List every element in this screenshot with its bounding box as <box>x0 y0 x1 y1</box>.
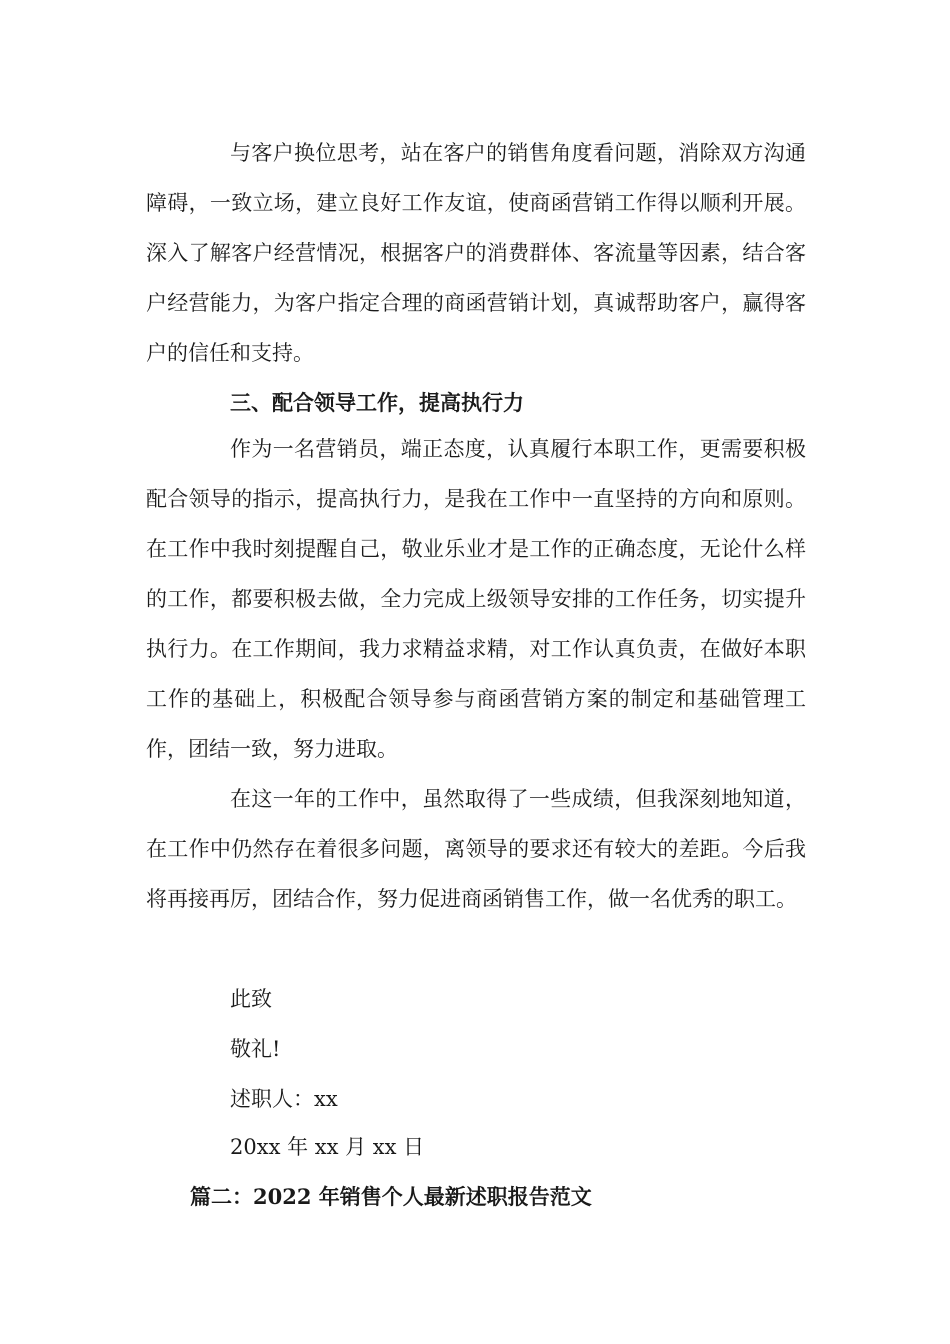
closing-respect: 敬礼! <box>230 1037 281 1061</box>
closing-reporter: 述职人：xx <box>230 1087 338 1111</box>
next-section-title: 篇二：2022 年销售个人最新述职报告范文 <box>190 1184 592 1209</box>
paragraph-execution: 作为一名营销员，端正态度，认真履行本职工作，更需要积极配合领导的指示，提高执行力，是我在工作中一直坚持的方向和原则。在工作中我时刻提醒自己，敬业乐业才是工作的正确态度，无论什么样的工作，都要积极去做，全力完成上级领导安排的工作任务，切实提升执行力。在工作期间，我力求精益求精，对工作认真负责，在做好本职工作的基础上，积极配合领导参与商函营销方案的制定和基础管理工作，团结一致，努力进取。 <box>146 437 806 761</box>
closing-salutation: 此致 <box>230 987 272 1011</box>
paragraph-customer-empathy: 与客户换位思考，站在客户的销售角度看问题，消除双方沟通障碍，一致立场，建立良好工作友谊，使商函营销工作得以顺利开展。深入了解客户经营情况，根据客户的消费群体、客流量等因素，结合客户经营能力，为客户指定合理的商函营销计划，真诚帮助客户，赢得客户的信任和支持。 <box>146 141 806 365</box>
closing-date: 20xx 年 xx 月 xx 日 <box>230 1135 425 1159</box>
paragraph-summary: 在这一年的工作中，虽然取得了一些成绩，但我深刻地知道，在工作中仍然存在着很多问题，离领导的要求还有较大的差距。今后我将再接再厉，团结合作，努力促进商函销售工作，做一名优秀的职工。 <box>146 787 806 911</box>
section-heading-3: 三、配合领导工作，提高执行力 <box>230 390 524 415</box>
